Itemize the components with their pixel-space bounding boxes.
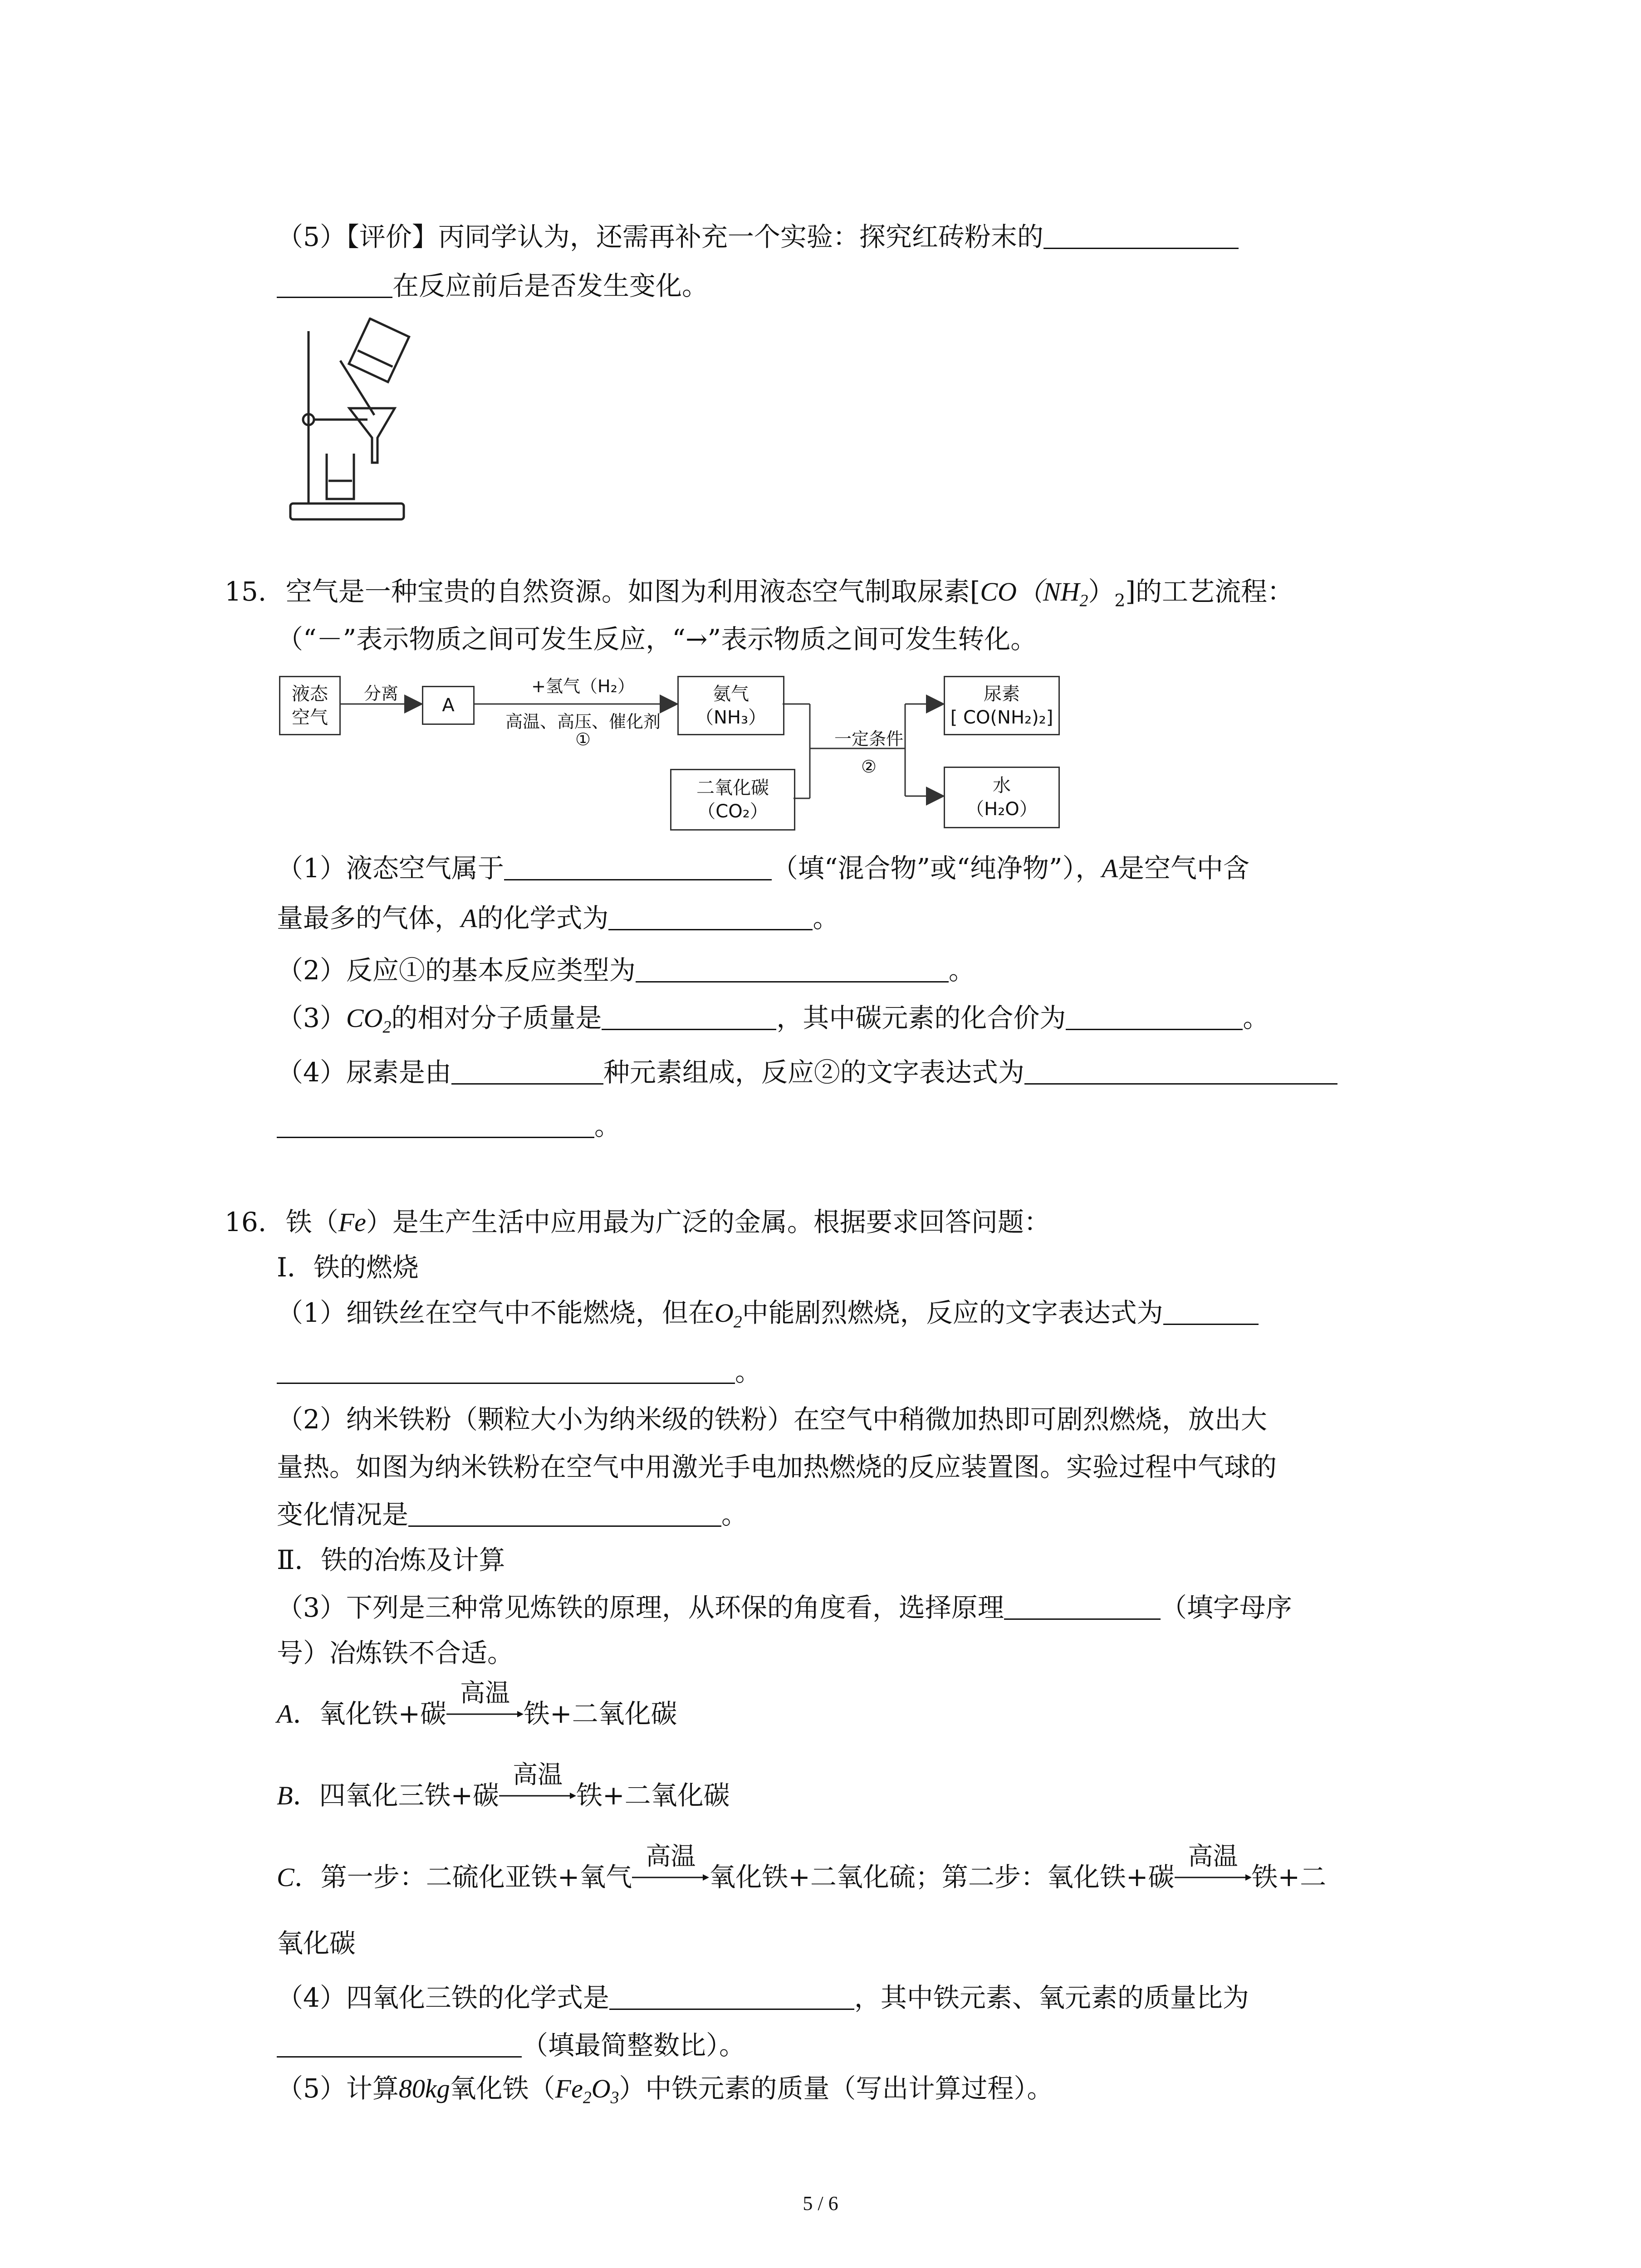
q16-intro: 16. 铁（Fe）是生产生活中应用最为广泛的金属。根据要求回答问题：: [225, 1207, 1050, 1237]
q16-part2-line2: 量热。如图为纳米铁粉在空气中用激光手电加热燃烧的反应装置图。实验过程中气球的: [277, 1452, 1277, 1482]
reaction-arrow-icon: 高温: [499, 1778, 576, 1804]
answer-blank[interactable]: [1004, 1593, 1161, 1620]
q16-part2-line1: （2）纳米铁粉（颗粒大小为纳米级的铁粉）在空气中稍微加热即可剧烈燃烧，放出大: [277, 1404, 1267, 1435]
answer-blank[interactable]: [408, 1501, 721, 1527]
answer-blank[interactable]: [609, 1984, 854, 2010]
answer-blank[interactable]: [504, 854, 772, 880]
reaction1-conditions: 高温、高压、催化剂: [505, 712, 661, 732]
question-number: 16.: [225, 1207, 267, 1237]
q15-part4-line1: （4）尿素是由 种元素组成，反应②的文字表达式为: [277, 1057, 1337, 1089]
q15-part4-line2: 。: [277, 1110, 621, 1142]
answer-blank[interactable]: [1043, 223, 1239, 249]
answer-blank[interactable]: [608, 904, 813, 930]
option-b: B．四氧化三铁+碳 高温 铁+二氧化碳: [277, 1760, 730, 1811]
answer-blank[interactable]: [602, 1004, 776, 1030]
process-flow-diagram: [279, 676, 1123, 844]
q14-part5-line1: [277, 221, 1239, 253]
water-box: 水 （H₂O）: [944, 767, 1060, 828]
a-box: A: [422, 686, 475, 725]
q15-part3: $(3)CO_2$的相对分子质量是 ，其中碳元素的化合价为 。: [277, 1002, 1269, 1037]
q15-intro-text-b: ]的工艺流程：: [1125, 576, 1293, 607]
q16-part2-line3: 变化情况是 。: [277, 1499, 748, 1530]
liquid-air-box: 液态 空气: [279, 676, 341, 735]
q16-section1-heading: Ⅰ．铁的燃烧: [277, 1252, 419, 1283]
urea-formula: CO（NH: [980, 577, 1080, 606]
condition-label: 一定条件: [834, 729, 903, 749]
filtration-apparatus-image: [281, 318, 417, 526]
separate-label: 分离: [363, 684, 398, 704]
urea-box: 尿素 [ CO(NH₂)₂]: [944, 676, 1060, 735]
reaction-arrow-icon: 高温: [632, 1860, 709, 1886]
reaction2-mark: ②: [861, 757, 877, 777]
answer-blank[interactable]: [277, 272, 392, 298]
q15-intro-line1: 15. 空气是一种宝贵的自然资源。如图为利用液态空气制取尿素$[CO(NH_2)_2]$的工艺流程：: [225, 576, 1293, 611]
q16-part3-line1: （3）下列是三种常见炼铁的原理，从环保的角度看，选择原理 （填字母序: [277, 1592, 1292, 1623]
answer-blank[interactable]: [277, 1112, 594, 1138]
q15-part1-line1: （1）液态空气属于 （填“混合物”或“纯净物”），A是空气中含: [277, 853, 1249, 884]
q16-section2-heading: Ⅱ．铁的冶炼及计算: [277, 1545, 505, 1575]
answer-blank[interactable]: [1163, 1299, 1259, 1325]
q15-intro-line2: （“－”表示物质之间可发生反应，“→”表示物质之间可发生转化。: [277, 624, 1037, 655]
q16-part4-line1: （4）四氧化三铁的化学式是 ，其中铁元素、氧元素的质量比为: [277, 1982, 1249, 2013]
answer-blank[interactable]: [277, 2031, 522, 2058]
page-number: 5 / 6: [803, 2192, 838, 2214]
option-c-line1: C．第一步：二硫化亚铁+氧气 高温 氧化铁+二氧化硫；第二步：氧化铁+碳 高温 铁+二: [277, 1841, 1327, 1892]
answer-blank[interactable]: [277, 1358, 735, 1384]
q16-part5: （5）计算80kg氧化铁$(Fe_2O_3)$中铁元素的质量（写出计算过程）。: [277, 2073, 1053, 2107]
q16-part4-line2: （填最简整数比）。: [277, 2030, 745, 2062]
q14-part5-line2: [277, 270, 708, 302]
q14-part5-text2: 在反应前后是否发生变化。: [392, 270, 709, 301]
q16-part1-line2: 。: [277, 1356, 761, 1388]
option-c-line2: 氧化碳: [277, 1928, 356, 1959]
q15-part1-line2: 量最多的气体，A的化学式为 。: [277, 903, 839, 934]
answer-blank[interactable]: [636, 956, 949, 982]
question-number: 15.: [225, 576, 267, 607]
reaction1-mark: ①: [575, 729, 591, 749]
answer-blank[interactable]: [451, 1058, 603, 1085]
answer-blank[interactable]: [1066, 1004, 1243, 1030]
reaction-arrow-icon: 高温: [446, 1696, 524, 1723]
q15-part2: （2）反应①的基本反应类型为 。: [277, 955, 975, 986]
ammonia-box: 氨气 （NH₃）: [677, 676, 784, 735]
q16-part1-line1: （1）细铁丝在空气中不能燃烧，但在$O_2$中能剧烈燃烧，反应的文字表达式为: [277, 1297, 1259, 1333]
answer-blank[interactable]: [1024, 1058, 1337, 1085]
co2-box: 二氧化碳 （CO₂）: [670, 769, 795, 831]
q14-part5-text: （5）【评价】丙同学认为，还需再补充一个实验：探究红砖粉末的: [277, 221, 1043, 252]
option-a: A．氧化铁+碳 高温 铁+二氧化碳: [277, 1678, 677, 1729]
flow-arrows: [279, 676, 1123, 844]
q15-intro-text: 空气是一种宝贵的自然资源。如图为利用液态空气制取尿素[: [285, 576, 980, 607]
q16-part3-line2: 号）冶炼铁不合适。: [277, 1637, 514, 1668]
reaction1-top-label: +氢气（H₂）: [531, 676, 635, 696]
reaction-arrow-icon: 高温: [1175, 1860, 1252, 1886]
